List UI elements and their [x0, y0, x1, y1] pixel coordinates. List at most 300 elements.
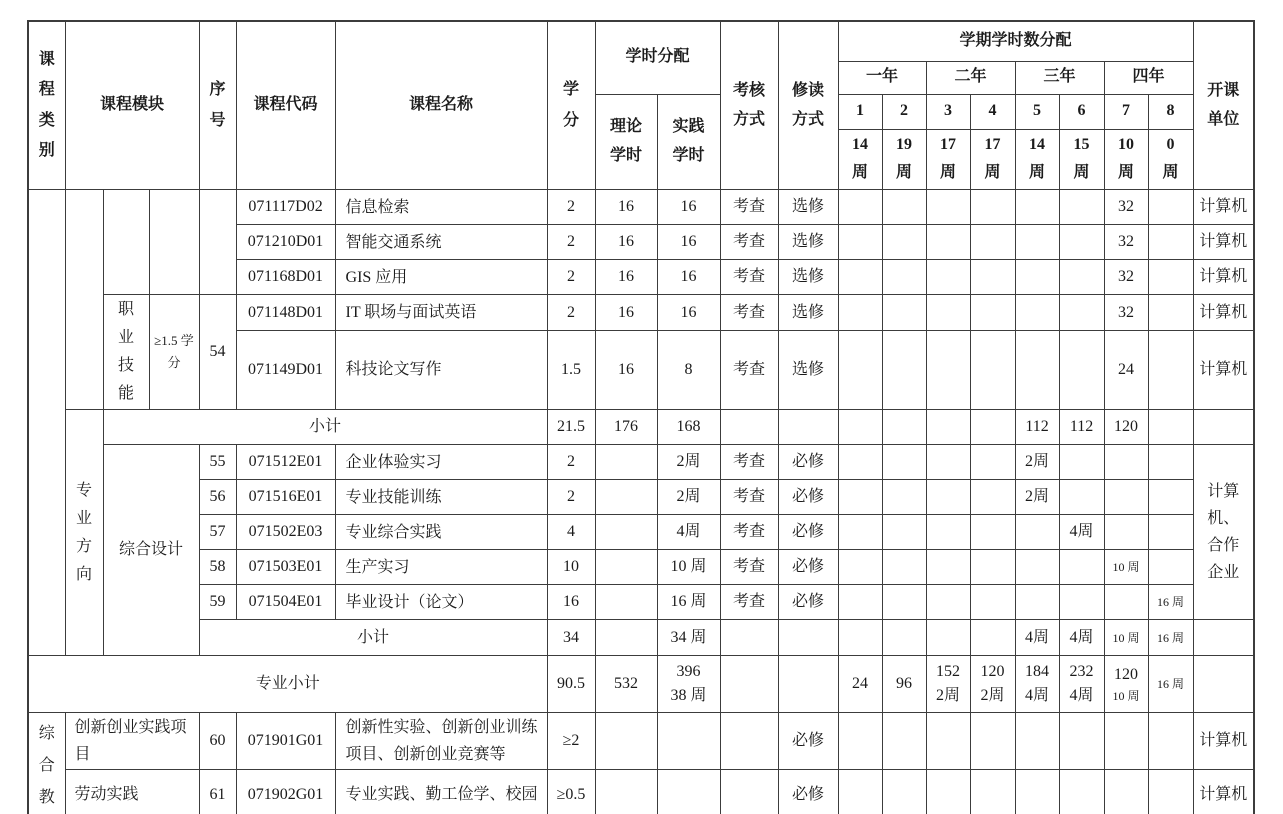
week-header-6-label: 15 周: [1073, 135, 1090, 182]
sem3-cell: [926, 480, 970, 515]
sem2-cell: [882, 225, 926, 260]
seq-cell: 54: [199, 295, 236, 410]
sem7-cell: [1104, 480, 1148, 515]
sem7-line2: 10 周: [1112, 689, 1140, 704]
sem7-cell: 120: [1104, 410, 1148, 445]
sem5-line1: 184: [1025, 663, 1050, 681]
sem7-line1: 120: [1114, 666, 1139, 684]
sem2-cell: 96: [882, 656, 926, 713]
module-blank-b3: [149, 190, 199, 295]
sem7-cell: 32: [1104, 225, 1148, 260]
course-code: 071168D01: [236, 260, 335, 295]
sem3-cell: [926, 225, 970, 260]
sem7-cell: [1104, 515, 1148, 550]
module-major-direction: [65, 410, 103, 656]
practice-cell: 16 周: [657, 585, 720, 620]
sem-header-5: 5: [1015, 94, 1059, 129]
seq-cell: 59: [199, 585, 236, 620]
sem6-cell: [1059, 190, 1104, 225]
course-code: 071502E03: [236, 515, 335, 550]
sem6-cell: [1059, 480, 1104, 515]
unit-cell: 计算机: [1193, 260, 1254, 295]
study-cell: 选修: [778, 225, 838, 260]
sem1-cell: [838, 550, 882, 585]
module-major-direction-label: 专业方向: [75, 481, 92, 583]
seq-cell: 56: [199, 480, 236, 515]
credit-cell: 2: [547, 260, 595, 295]
unit-cell: 计算机: [1193, 713, 1254, 770]
category-blank-cell: [28, 190, 65, 656]
col-header-credit: [547, 21, 595, 190]
sem7-cell: [1104, 656, 1148, 713]
practice-cell: 4周: [657, 515, 720, 550]
sem4-cell: [970, 410, 1015, 445]
theory-cell: [595, 515, 657, 550]
course-code: 071117D02: [236, 190, 335, 225]
practice-cell: [657, 770, 720, 814]
module-vocational-credit: [149, 295, 199, 410]
assess-cell: 考查: [720, 585, 778, 620]
sem6-line2: 4周: [1069, 687, 1094, 705]
sem3-line2: 2周: [936, 687, 961, 705]
module-innovation: 创新创业实践项目: [65, 713, 199, 770]
theory-cell: [595, 480, 657, 515]
practice-cell: 16: [657, 295, 720, 331]
sem3-line1: 152: [936, 663, 961, 681]
theory-cell: 532: [595, 656, 657, 713]
seq-blank-cell: [199, 190, 236, 295]
theory-cell: [595, 770, 657, 814]
study-cell: [778, 656, 838, 713]
week-header-4-label: 17 周: [984, 135, 1001, 182]
sem5-cell: 2周: [1015, 445, 1059, 480]
sem3-cell: [926, 656, 970, 713]
credit-cell: 90.5: [547, 656, 595, 713]
col-header-unit-label: 开课单位: [1207, 81, 1240, 128]
assess-cell: [720, 620, 778, 656]
assess-cell: 考查: [720, 190, 778, 225]
col-header-seq-label: 序号: [209, 81, 226, 129]
module-vocational-skill-label: 职业技能: [117, 301, 134, 403]
sem8-cell: 16 周: [1148, 656, 1193, 713]
theory-cell: [595, 620, 657, 656]
sem2-cell: [882, 713, 926, 770]
course-name: 智能交通系统: [335, 225, 547, 260]
sem5-cell: [1015, 550, 1059, 585]
sem5-cell: 112: [1015, 410, 1059, 445]
sem5-cell: [1015, 585, 1059, 620]
theory-cell: 16: [595, 225, 657, 260]
study-cell: 必修: [778, 713, 838, 770]
sem4-cell: [970, 480, 1015, 515]
col-header-category-label: 课程类别: [38, 50, 55, 159]
practice-cell: [657, 656, 720, 713]
sem6-cell: 4周: [1059, 620, 1104, 656]
week-header-6: [1059, 129, 1104, 190]
assess-cell: 考查: [720, 225, 778, 260]
col-header-assess-label: 考核方式: [733, 81, 766, 128]
course-code: 071902G01: [236, 770, 335, 814]
theory-cell: 176: [595, 410, 657, 445]
sem7-cell: 10 周: [1104, 620, 1148, 656]
study-cell: 必修: [778, 550, 838, 585]
assess-cell: 考查: [720, 445, 778, 480]
sem3-cell: [926, 445, 970, 480]
sem6-line1: 232: [1069, 663, 1094, 681]
sem1-cell: 24: [838, 656, 882, 713]
sem3-cell: [926, 410, 970, 445]
practice-line2: 38 周: [670, 687, 707, 705]
category-general-education-label: 综合教: [38, 725, 55, 807]
practice-cell: [657, 713, 720, 770]
course-code: 071504E01: [236, 585, 335, 620]
sem1-cell: [838, 331, 882, 410]
sem2-cell: [882, 620, 926, 656]
theory-cell: [595, 713, 657, 770]
week-header-7-label: 10 周: [1118, 135, 1135, 182]
seq-cell: 57: [199, 515, 236, 550]
course-name: 专业综合实践: [335, 515, 547, 550]
col-header-theory-label: 理论学时: [610, 118, 643, 164]
sem7-cell: [1104, 770, 1148, 814]
sem5-cell: 2周: [1015, 480, 1059, 515]
course-name: 创新性实验、创新创业训练项目、创新创业竞赛等: [335, 713, 547, 770]
sem1-cell: [838, 410, 882, 445]
sem2-cell: [882, 770, 926, 814]
sem7-cell: 32: [1104, 260, 1148, 295]
sem6-cell: [1059, 445, 1104, 480]
sem3-cell: [926, 190, 970, 225]
credit-cell: 2: [547, 225, 595, 260]
week-header-1-label: 14 周: [852, 135, 869, 182]
curriculum-table: [27, 20, 1255, 814]
unit-cell: [1193, 410, 1254, 445]
seq-cell: 58: [199, 550, 236, 585]
assess-cell: 考查: [720, 295, 778, 331]
sem2-cell: [882, 410, 926, 445]
credit-cell: 10: [547, 550, 595, 585]
seq-cell: 55: [199, 445, 236, 480]
year-header-1: 一年: [838, 61, 926, 94]
module-vocational-skill: [103, 295, 149, 410]
assess-cell: 考查: [720, 550, 778, 585]
sem6-cell: [1059, 770, 1104, 814]
study-cell: 选修: [778, 190, 838, 225]
sem3-cell: [926, 331, 970, 410]
sem8-cell: [1148, 225, 1193, 260]
study-cell: 必修: [778, 770, 838, 814]
credit-cell: 34: [547, 620, 595, 656]
course-name: 毕业设计（论文）: [335, 585, 547, 620]
assess-cell: 考查: [720, 331, 778, 410]
seq-cell: 60: [199, 713, 236, 770]
sem8-cell: [1148, 445, 1193, 480]
credit-cell: 2: [547, 295, 595, 331]
credit-cell: 21.5: [547, 410, 595, 445]
course-name: 企业体验实习: [335, 445, 547, 480]
sem5-line2: 4周: [1025, 687, 1050, 705]
col-header-module: 课程模块: [65, 21, 199, 190]
study-cell: 必修: [778, 585, 838, 620]
credit-cell: 16: [547, 585, 595, 620]
sem3-cell: [926, 295, 970, 331]
sem8-cell: 16 周: [1148, 585, 1193, 620]
sem4-cell: [970, 295, 1015, 331]
sem2-cell: [882, 331, 926, 410]
sem4-line1: 120: [980, 663, 1005, 681]
sem3-cell: [926, 770, 970, 814]
sem4-cell: [970, 656, 1015, 713]
sem5-cell: [1015, 295, 1059, 331]
col-header-name: 课程名称: [335, 21, 547, 190]
sem-header-2: 2: [882, 94, 926, 129]
sem8-cell: [1148, 260, 1193, 295]
week-header-5: [1015, 129, 1059, 190]
sem7-cell: [1104, 445, 1148, 480]
sem8-cell: [1148, 515, 1193, 550]
sem1-cell: [838, 713, 882, 770]
sem5-cell: [1015, 713, 1059, 770]
course-name: GIS 应用: [335, 260, 547, 295]
sem6-cell: [1059, 550, 1104, 585]
assess-cell: 考查: [720, 260, 778, 295]
year-header-2: 二年: [926, 61, 1015, 94]
practice-cell: 16: [657, 190, 720, 225]
practice-cell: 168: [657, 410, 720, 445]
sem3-cell: [926, 620, 970, 656]
sem3-cell: [926, 713, 970, 770]
credit-cell: 4: [547, 515, 595, 550]
study-cell: [778, 410, 838, 445]
sem4-cell: [970, 260, 1015, 295]
study-cell: 必修: [778, 445, 838, 480]
subtotal-label: 小计: [103, 410, 547, 445]
theory-cell: 16: [595, 331, 657, 410]
year-header-4: 四年: [1104, 61, 1193, 94]
sem8-cell: [1148, 480, 1193, 515]
sem8-cell: 16 周: [1148, 620, 1193, 656]
sem8-cell: [1148, 770, 1193, 814]
practice-cell: 16: [657, 225, 720, 260]
sem1-cell: [838, 445, 882, 480]
sem-header-7: 7: [1104, 94, 1148, 129]
study-cell: 选修: [778, 260, 838, 295]
module-comprehensive-design: 综合设计: [103, 445, 199, 656]
sem2-cell: [882, 550, 926, 585]
sem1-cell: [838, 480, 882, 515]
sem5-cell: [1015, 515, 1059, 550]
sem4-cell: [970, 585, 1015, 620]
week-header-2-label: 19 周: [896, 135, 913, 182]
col-header-assess: [720, 21, 778, 190]
sem-header-6: 6: [1059, 94, 1104, 129]
col-header-practice: [657, 94, 720, 190]
credit-cell: 2: [547, 480, 595, 515]
sem4-cell: [970, 445, 1015, 480]
seq-cell: 61: [199, 770, 236, 814]
unit-cell: 计算机: [1193, 295, 1254, 331]
course-code: 071512E01: [236, 445, 335, 480]
sem5-cell: 4周: [1015, 620, 1059, 656]
practice-line1: 396: [676, 663, 701, 681]
sem7-cell: 10 周: [1104, 550, 1148, 585]
sem7-cell: 32: [1104, 190, 1148, 225]
course-code: 071516E01: [236, 480, 335, 515]
assess-cell: [720, 713, 778, 770]
sem1-cell: [838, 190, 882, 225]
week-header-5-label: 14 周: [1029, 135, 1046, 182]
theory-cell: [595, 445, 657, 480]
category-general-education: [28, 713, 65, 814]
assess-cell: [720, 656, 778, 713]
col-header-unit: [1193, 21, 1254, 190]
sem1-cell: [838, 585, 882, 620]
col-header-credit-label: 学分: [563, 81, 580, 129]
col-header-study-label: 修读方式: [792, 81, 825, 128]
sem-header-4: 4: [970, 94, 1015, 129]
course-name: 科技论文写作: [335, 331, 547, 410]
sem4-cell: [970, 225, 1015, 260]
sem3-cell: [926, 260, 970, 295]
assess-cell: [720, 770, 778, 814]
unit-cell: 计算机: [1193, 190, 1254, 225]
course-code: 071901G01: [236, 713, 335, 770]
sem6-cell: 112: [1059, 410, 1104, 445]
sem6-cell: [1059, 585, 1104, 620]
sem7-cell: 32: [1104, 295, 1148, 331]
theory-cell: 16: [595, 295, 657, 331]
theory-cell: 16: [595, 190, 657, 225]
sem1-cell: [838, 515, 882, 550]
theory-cell: [595, 550, 657, 585]
credit-cell: 2: [547, 445, 595, 480]
sem-header-8: 8: [1148, 94, 1193, 129]
sem5-cell: [1015, 190, 1059, 225]
col-header-practice-label: 实践学时: [672, 118, 705, 164]
course-name: IT 职场与面试英语: [335, 295, 547, 331]
sem5-cell: [1015, 331, 1059, 410]
sem2-cell: [882, 515, 926, 550]
sem8-cell: [1148, 295, 1193, 331]
col-header-hours: 学时分配: [595, 21, 720, 94]
sem4-cell: [970, 550, 1015, 585]
course-name: 专业技能训练: [335, 480, 547, 515]
assess-cell: [720, 410, 778, 445]
sem3-cell: [926, 550, 970, 585]
credit-cell: 2: [547, 190, 595, 225]
sem2-cell: [882, 480, 926, 515]
sem8-cell: [1148, 331, 1193, 410]
sem6-cell: [1059, 260, 1104, 295]
year-header-3: 三年: [1015, 61, 1104, 94]
theory-cell: 16: [595, 260, 657, 295]
subtotal-label: 小计: [199, 620, 547, 656]
practice-cell: 2周: [657, 445, 720, 480]
week-header-2: [882, 129, 926, 190]
assess-cell: 考查: [720, 515, 778, 550]
sem6-cell: [1059, 225, 1104, 260]
practice-cell: 34 周: [657, 620, 720, 656]
week-header-8: [1148, 129, 1193, 190]
sem8-cell: [1148, 550, 1193, 585]
sem6-cell: [1059, 656, 1104, 713]
sem2-cell: [882, 190, 926, 225]
col-header-category: [28, 21, 65, 190]
week-header-3: [926, 129, 970, 190]
col-header-theory: [595, 94, 657, 190]
sem4-line2: 2周: [980, 687, 1005, 705]
sem8-cell: [1148, 190, 1193, 225]
unit-cell: [1193, 656, 1254, 713]
credit-cell: ≥0.5: [547, 770, 595, 814]
practice-cell: 16: [657, 260, 720, 295]
unit-cell: 计算机: [1193, 331, 1254, 410]
module-blank-b2: [103, 190, 149, 295]
sem5-cell: [1015, 656, 1059, 713]
sem6-cell: [1059, 295, 1104, 331]
sem4-cell: [970, 713, 1015, 770]
sem1-cell: [838, 260, 882, 295]
practice-cell: 2周: [657, 480, 720, 515]
sem1-cell: [838, 295, 882, 331]
col-header-code: 课程代码: [236, 21, 335, 190]
sem2-cell: [882, 445, 926, 480]
week-header-4: [970, 129, 1015, 190]
sem2-cell: [882, 295, 926, 331]
week-header-8-label: 0 周: [1162, 135, 1179, 182]
study-cell: 必修: [778, 515, 838, 550]
course-name: 信息检索: [335, 190, 547, 225]
sem4-cell: [970, 620, 1015, 656]
major-total-label: 专业小计: [28, 656, 547, 713]
col-header-seq: [199, 21, 236, 190]
sem1-cell: [838, 620, 882, 656]
course-code: 071210D01: [236, 225, 335, 260]
sem8-cell: [1148, 410, 1193, 445]
sem8-cell: [1148, 713, 1193, 770]
week-header-3-label: 17 周: [940, 135, 957, 182]
unit-cell: 计算机: [1193, 770, 1254, 814]
sem5-cell: [1015, 260, 1059, 295]
practice-cell: 8: [657, 331, 720, 410]
col-header-semester-dist: 学期学时数分配: [838, 21, 1193, 61]
study-cell: 必修: [778, 480, 838, 515]
sem2-cell: [882, 260, 926, 295]
col-header-study: [778, 21, 838, 190]
sem4-cell: [970, 190, 1015, 225]
credit-cell: 1.5: [547, 331, 595, 410]
sem-header-3: 3: [926, 94, 970, 129]
study-cell: 选修: [778, 331, 838, 410]
course-code: 071149D01: [236, 331, 335, 410]
unit-cell: [1193, 620, 1254, 656]
sem3-cell: [926, 515, 970, 550]
sem6-cell: [1059, 713, 1104, 770]
study-cell: [778, 620, 838, 656]
course-name: 专业实践、勤工俭学、校园: [335, 770, 547, 814]
course-code: 071503E01: [236, 550, 335, 585]
sem6-cell: 4周: [1059, 515, 1104, 550]
sem5-cell: [1015, 770, 1059, 814]
module-vocational-credit-label: ≥1.5 学分: [154, 333, 194, 371]
week-header-7: [1104, 129, 1148, 190]
sem7-cell: 24: [1104, 331, 1148, 410]
sem5-cell: [1015, 225, 1059, 260]
sem7-cell: [1104, 713, 1148, 770]
sem1-cell: [838, 770, 882, 814]
sem3-cell: [926, 585, 970, 620]
theory-cell: [595, 585, 657, 620]
